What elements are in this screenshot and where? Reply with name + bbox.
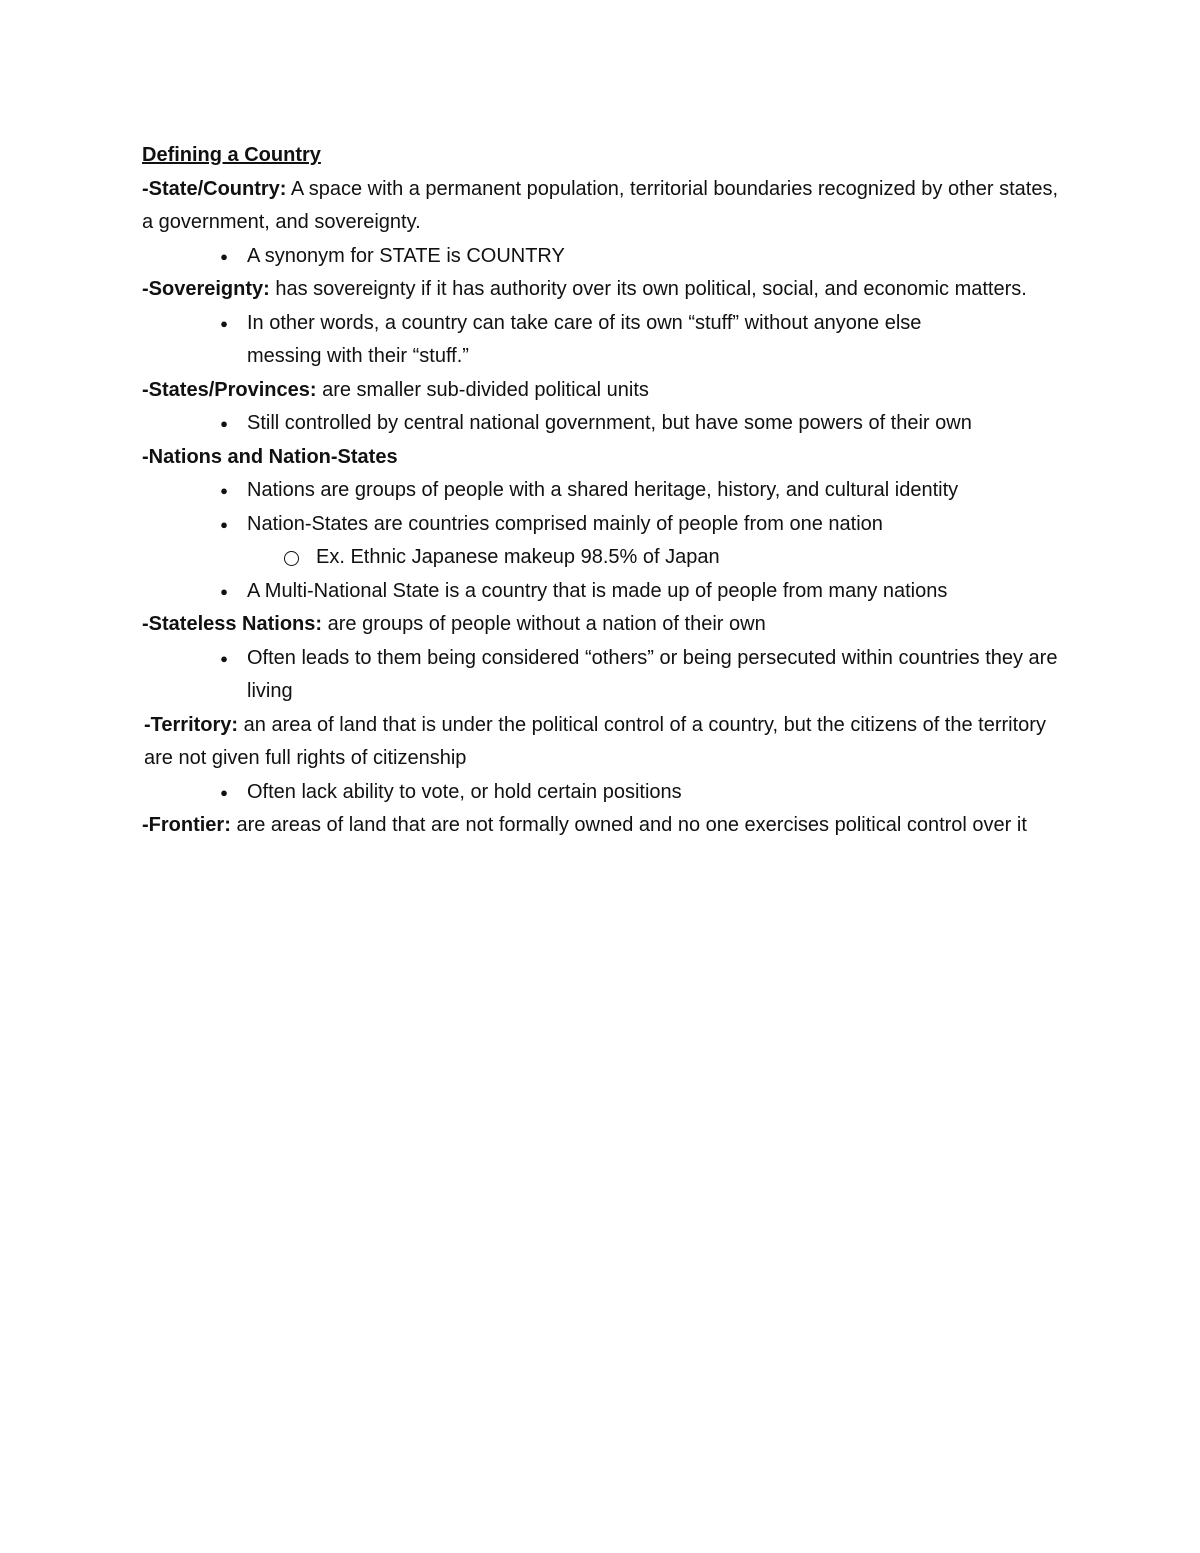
bullet-text: Ex. Ethnic Japanese makeup 98.5% of Japan [316,546,720,568]
list-item [142,307,1062,374]
bullet-text: Often lack ability to vote, or hold certain positions [247,780,682,803]
term-label: -Nations and Nation-States [142,445,398,468]
definition-text: A space with a permanent population, territorial boundaries recognized by other states, a government, and sovereignty. [142,177,1059,233]
definition-territory [142,709,1062,776]
bullet-text: Still controlled by central national government, but have some powers of their own [247,412,972,434]
bullet-icon: ● [220,516,228,532]
bullet-text: Nations are groups of people with a shared heritage, history, and cultural identity [247,479,959,501]
term-label: -Stateless Nations: [142,613,323,635]
term-label: -Frontier: [142,814,231,836]
bullet-icon: ● [220,248,228,264]
bullet-text: A Multi-National State is a country that is made up of people from many nations [247,579,948,602]
term-label: -State/Country: [142,177,287,200]
bullet-icon: ● [220,416,228,431]
term-label: -Territory: [144,713,239,736]
term-label: -States/Provinces: [142,378,317,401]
circle-bullet-icon [284,551,299,566]
list-item [142,642,1062,709]
definition-text: are groups of people without a nation of their own [322,613,766,635]
bullet-icon: ● [220,583,228,599]
list-item [142,240,1062,274]
bullet-icon: ● [220,784,228,800]
bullet-icon: ● [220,650,228,666]
definition-text: are areas of land that are not formally owned and no one exercises political control over it [230,814,1027,836]
list-item [142,575,1062,609]
definition-state-country [142,173,1062,240]
bullet-icon: ● [220,483,228,498]
bullet-text: A synonym for STATE is COUNTRY [247,244,565,267]
definition-text: an area of land that is under the political control of a country, but the citizens of the territory are not given full rights of citizenship [144,713,1046,769]
definition-text: are smaller sub-divided political units [316,378,649,401]
list-item [142,407,1062,441]
bullet-icon: ● [220,315,228,331]
bullet-text: Often leads to them being considered “others” or being persecuted within countries they are living [247,646,1058,702]
bullet-text: In other words, a country can take care of its own “stuff” without anyone else messing with their “stuff.” [247,311,922,367]
definition-sovereignty [142,273,1062,307]
definition-stateless-nations [142,608,1062,642]
page-title: Defining a Country [142,144,321,166]
definition-states-provinces [142,374,1062,408]
list-item [142,474,1062,508]
term-label: -Sovereignty: [142,278,270,300]
document-body [142,139,1062,843]
definition-frontier [142,809,1062,843]
bullet-text: Nation-States are countries comprised mainly of people from one nation [247,512,883,535]
list-item [142,508,1062,542]
definition-text: has sovereignty if it has authority over its own political, social, and economic matters. [269,278,1027,300]
list-item [142,776,1062,810]
definition-nations [142,441,1062,475]
list-item [142,541,1062,575]
